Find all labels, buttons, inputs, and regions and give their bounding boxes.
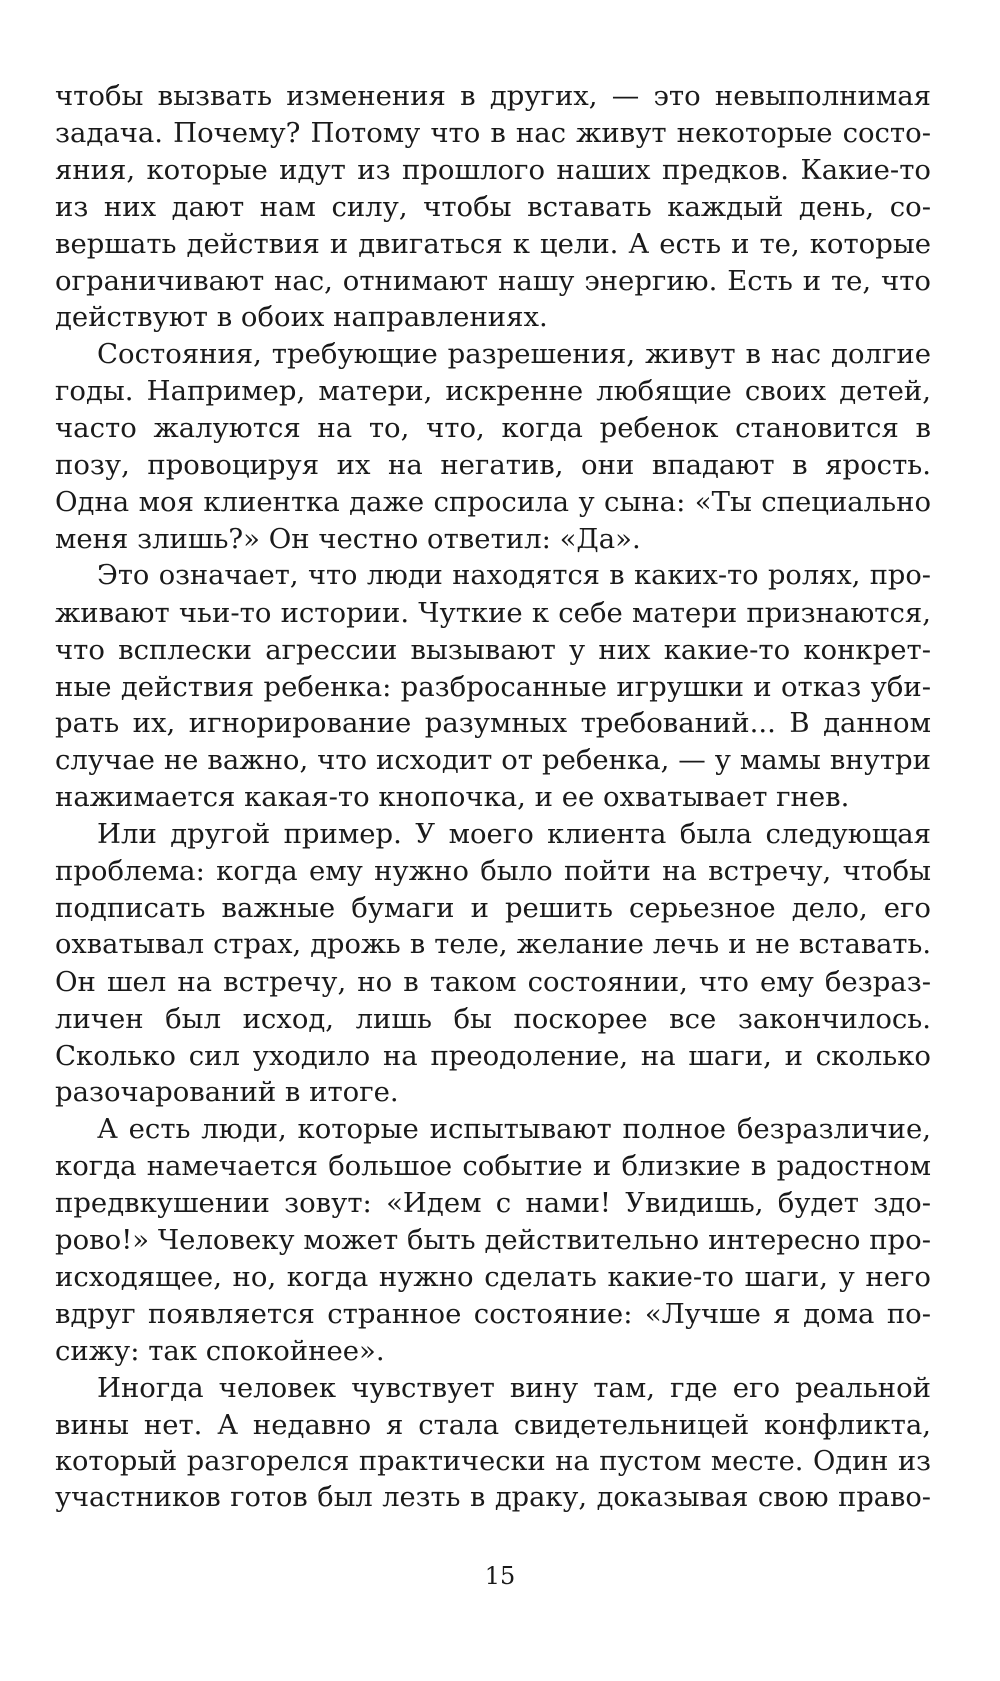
paragraph-1 [55,78,931,336]
text-line: годы. Например, матери, искренне любящие своих детей, [55,375,931,408]
text-line: Он шел на встречу, но в таком состоянии, что ему безраз- [55,965,931,998]
page-number: 15 [484,1562,516,1590]
text-line: сижу: так спокойнее». [55,1334,385,1367]
text-line: личен был исход, лишь бы поскорее все закончилось. [55,1002,931,1035]
text-line: участников готов был лезть в драку, доказывая свою право- [55,1482,931,1514]
text-line: проблема: когда ему нужно было пойти на встречу, чтобы [55,855,931,888]
text-line: позу, провоцируя их на негатив, они впадают в ярость. [55,449,931,482]
text-line: исходящее, но, когда нужно сделать какие-то шаги, у него [55,1261,931,1293]
text-line: который разгорелся практически на пустом месте. Один из [55,1445,931,1477]
text-line: А есть люди, которые испытывают полное безразличие, [97,1113,931,1146]
text-line: вдруг появляется странное состояние: «Лучше я дома по- [55,1297,931,1330]
text-line: подписать важные бумаги и решить серьезное дело, его [55,891,931,924]
text-line: рать их, игнорирование разумных требований... В данном [55,707,931,740]
text-line: действуют в обоих направлениях. [55,301,548,334]
text-line: ограничивают нас, отнимают нашу энергию. Есть и те, что [55,264,931,297]
text-line: Иногда человек чувствует вину там, где его реальной [97,1371,931,1404]
text-line: задача. Почему? Потому что в нас живут некоторые состо- [55,116,931,149]
text-line: Одна моя клиентка даже спросила у сына: «Ты специально [55,485,931,518]
text-line: вины нет. А недавно я стала свидетельницей конфликта, [55,1408,931,1441]
text-line: Состояния, требующие разрешения, живут в нас долгие [97,338,931,371]
text-line: яния, которые идут из прошлого наших предков. Какие-то [55,153,931,186]
page-text [55,78,931,1517]
paragraph-6 [55,1370,931,1518]
text-line: что всплески агрессии вызывают у них какие-то конкрет- [55,633,931,666]
text-line: нажимается какая-то кнопочка, и ее охватывает гнев. [55,781,850,814]
paragraph-4 [55,816,931,1111]
text-line: живают чьи-то истории. Чуткие к себе матери признаются, [55,596,931,629]
text-line: чтобы вызвать изменения в других, — это невыполнимая [55,80,931,112]
text-line: Сколько сил уходило на преодоление, на шаги, и сколько [55,1039,931,1072]
paragraph-3 [55,558,931,816]
text-line: Или другой пример. У моего клиента была следующая [97,818,931,851]
text-line: случае не важно, что исходит от ребенка, — у мамы внутри [55,744,931,777]
paragraph-2 [55,336,931,557]
text-line: меня злишь?» Он честно ответил: «Да». [55,522,641,555]
text-line: часто жалуются на то, что, когда ребенок становится в [55,412,931,445]
text-line: из них дают нам силу, чтобы вставать каждый день, со- [55,190,931,223]
text-line: Это означает, что люди находятся в каких-то ролях, про- [97,559,931,591]
text-line: рово!» Человеку может быть действительно интересно про- [55,1224,931,1257]
text-line: предвкушении зовут: «Идем с нами! Увидишь, будет здо- [55,1187,931,1220]
text-line: разочарований в итоге. [55,1076,399,1109]
paragraph-5 [55,1111,931,1369]
text-line: охватывал страх, дрожь в теле, желание лечь и не вставать. [55,928,931,960]
text-line: вершать действия и двигаться к цели. А есть и те, которые [55,227,931,260]
text-line: ные действия ребенка: разбросанные игрушки и отказ уби- [55,670,931,703]
text-line: когда намечается большое событие и близкие в радостном [55,1150,931,1183]
